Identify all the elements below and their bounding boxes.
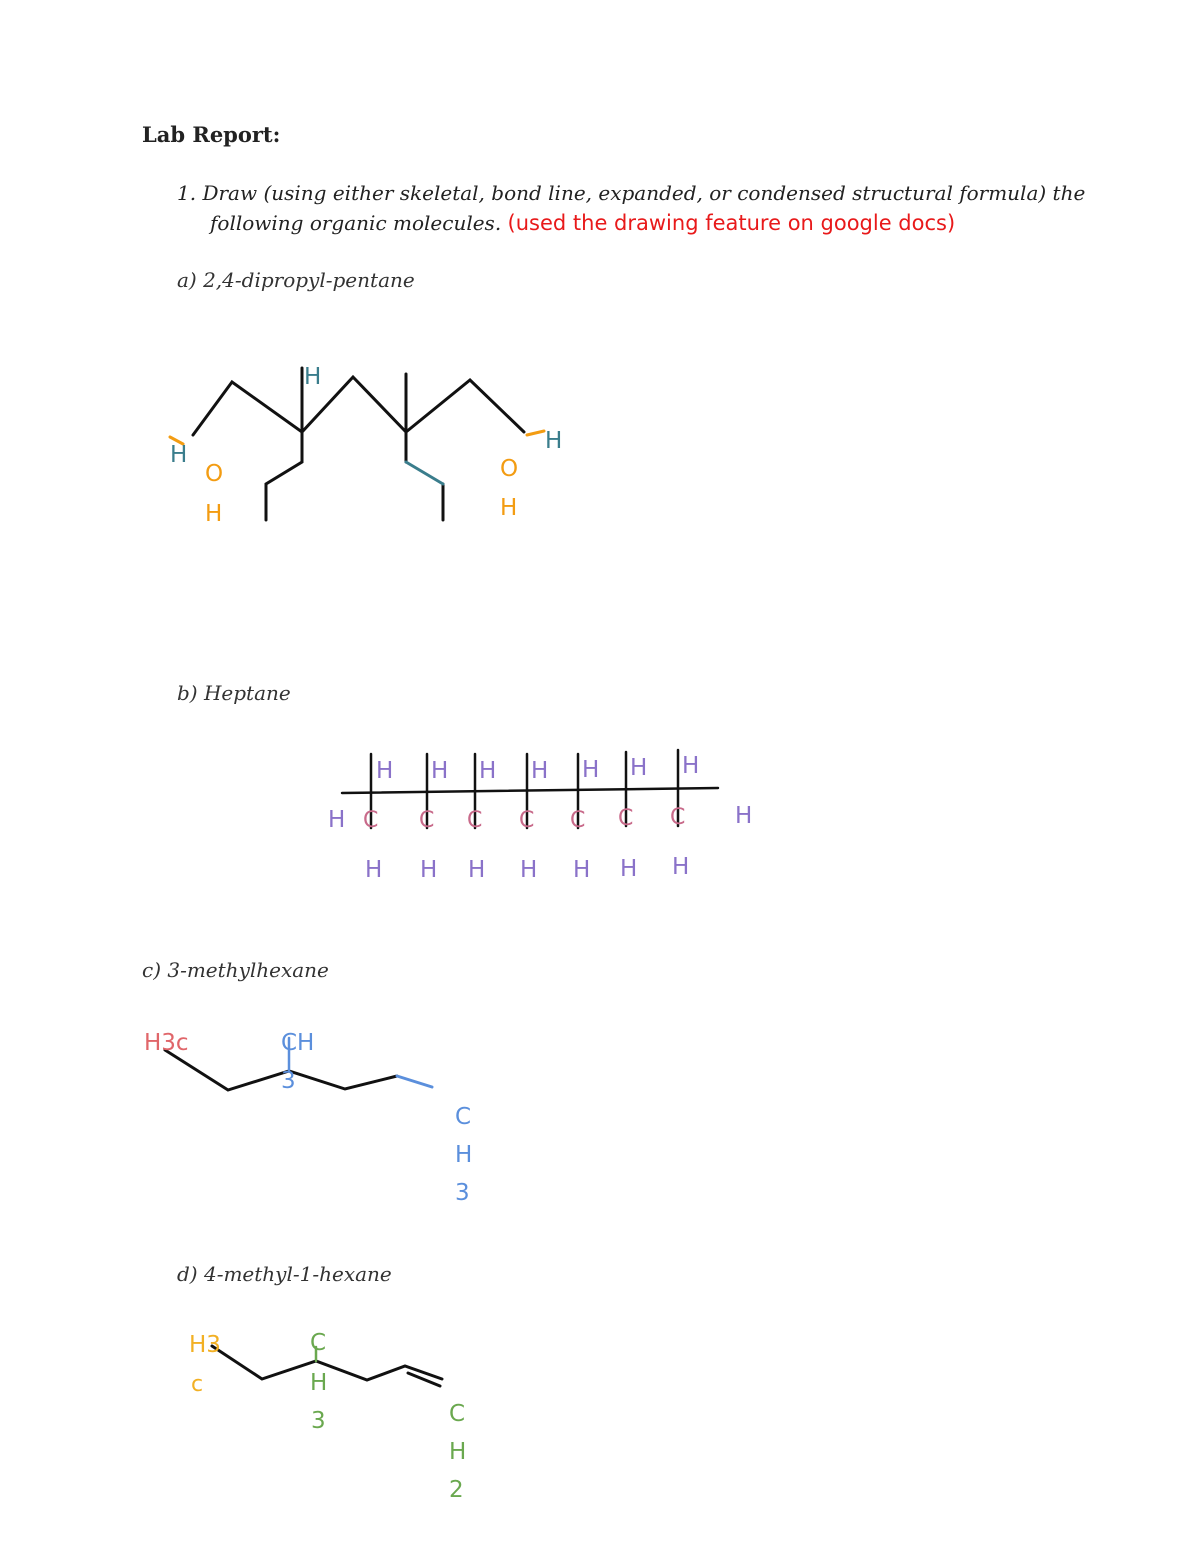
heptane-backbone: [342, 788, 718, 793]
b-bottom-h-7: H: [672, 854, 690, 880]
part-c-label: c) 3-methylhexane: [142, 958, 329, 982]
b-top-h-3: H: [479, 758, 497, 784]
b-h-left: H: [328, 807, 346, 833]
d-branch-h: H: [310, 1370, 328, 1396]
b-carbon-7: C: [670, 805, 686, 830]
b-top-h-1: H: [376, 758, 394, 784]
b-carbon-1: C: [363, 808, 379, 833]
part-a-label: a) 2,4-dipropyl-pentane: [177, 268, 415, 292]
d-end-c: C: [449, 1401, 466, 1427]
drawing-note: (used the drawing feature on google docs): [507, 211, 956, 235]
a-oh-right-h: H: [500, 495, 518, 521]
b-bottom-h-6: H: [620, 856, 638, 882]
bond-right-oh: [527, 431, 544, 435]
d-h3: H3: [189, 1332, 221, 1358]
structure-a: [170, 368, 544, 520]
b-bottom-h-2: H: [420, 857, 438, 883]
main-chain-a: [193, 377, 524, 435]
c-ch-branch: CH: [281, 1030, 315, 1056]
bond-to-end-ch3: [397, 1076, 432, 1087]
d-end-h: H: [449, 1439, 467, 1465]
d-end-2: 2: [449, 1477, 464, 1503]
b-bottom-h-5: H: [573, 857, 591, 883]
page-title: Lab Report:: [142, 122, 281, 147]
question-text-2: following organic molecules.: [210, 211, 502, 235]
c-end-h: H: [455, 1142, 473, 1168]
a-h-top: H: [304, 364, 322, 390]
b-bottom-h-3: H: [468, 857, 486, 883]
propyl-branch-left: [266, 432, 302, 520]
part-b-label: b) Heptane: [177, 681, 291, 705]
d-c-left: c: [191, 1372, 204, 1397]
c-ch-sub: 3: [281, 1068, 296, 1094]
a-oh-left-o: O: [205, 461, 224, 487]
b-bottom-h-4: H: [520, 857, 538, 883]
b-h-right: H: [735, 803, 753, 829]
c-end-c: C: [455, 1104, 472, 1130]
b-carbon-6: C: [618, 806, 634, 831]
b-carbon-2: C: [419, 808, 435, 833]
a-h-left: H: [170, 442, 188, 468]
d-branch-c: C: [310, 1330, 327, 1356]
b-bottom-h-1: H: [365, 857, 383, 883]
part-d-label: d) 4-methyl-1-hexane: [177, 1262, 392, 1286]
b-carbon-3: C: [467, 808, 483, 833]
propyl-branch-right-teal: [406, 462, 443, 484]
a-oh-right-o: O: [500, 456, 519, 482]
double-bond-line: [408, 1373, 440, 1386]
question-number: 1.: [177, 181, 197, 205]
b-top-h-7: H: [682, 753, 700, 779]
b-top-h-2: H: [431, 758, 449, 784]
a-oh-left-h: H: [205, 501, 223, 527]
b-top-h-5: H: [582, 757, 600, 783]
b-carbon-5: C: [570, 808, 586, 833]
b-top-h-4: H: [531, 758, 549, 784]
question-text-1: Draw (using either skeletal, bond line, expanded, or condensed structural formula) the: [202, 181, 1086, 205]
c-end-3: 3: [455, 1180, 470, 1206]
d-branch-3: 3: [311, 1408, 326, 1434]
a-h-right: H: [545, 428, 563, 454]
b-top-h-6: H: [630, 755, 648, 781]
c-h3c: H3c: [144, 1030, 189, 1056]
b-carbon-4: C: [519, 808, 535, 833]
